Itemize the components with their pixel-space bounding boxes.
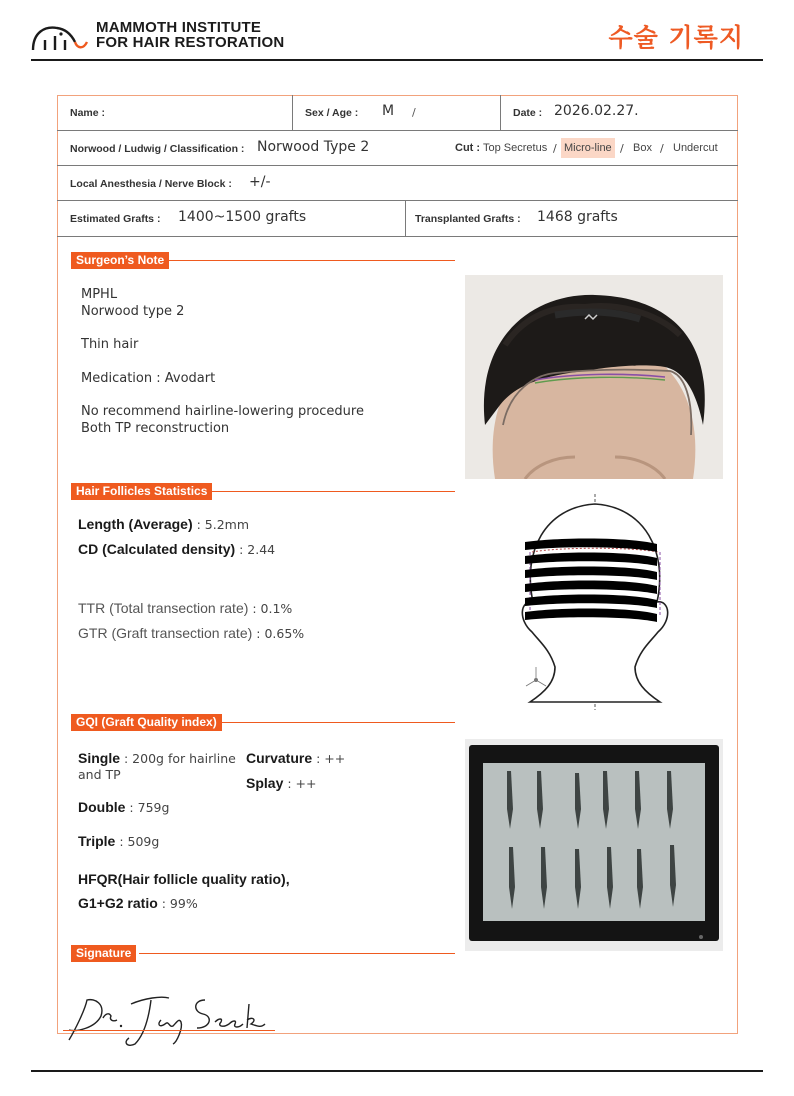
single-value: : 200g for hairline (120, 751, 236, 766)
gtr-label: GTR (Graft transection rate) (78, 625, 253, 641)
cut-option-micro-line[interactable]: Micro-line (561, 138, 615, 158)
graft-monitor-photo (465, 739, 723, 951)
triple-label: Triple (78, 833, 116, 849)
header-divider (31, 59, 763, 61)
cut-separator: / (553, 142, 557, 155)
anesthesia-value[interactable]: +/- (249, 174, 271, 190)
splay-value: : ++ (283, 776, 317, 791)
section-rule (139, 953, 455, 954)
institute-name (96, 20, 284, 50)
info-row-classification (57, 131, 738, 166)
footer-divider (31, 1070, 763, 1072)
info-row-name (57, 95, 738, 131)
divider (292, 95, 293, 130)
cut-option-top-secretus[interactable]: Top Secretus (483, 142, 548, 154)
splay-label: Splay (246, 775, 284, 791)
surgeon-note-heading: Surgeon’s Note (71, 252, 169, 269)
name-label: Name : (70, 107, 106, 119)
head-diagram (500, 492, 690, 714)
section-rule (210, 491, 455, 492)
date-label: Date : (513, 107, 543, 119)
length-stat (78, 516, 249, 532)
divider (500, 95, 501, 130)
info-row-grafts (57, 201, 738, 237)
mammoth-logo-icon (31, 20, 89, 52)
cut-label: Cut : (455, 142, 481, 154)
classification-label: Norwood / Ludwig / Classification : (70, 143, 245, 155)
cd-label: CD (Calculated density) (78, 541, 236, 557)
document-title: 수술 기록지 (608, 23, 744, 52)
note-line: Thin hair (81, 337, 139, 352)
cut-separator: / (620, 142, 624, 155)
age-separator: / (412, 106, 416, 119)
curvature-value: : ++ (312, 751, 346, 766)
signature-heading: Signature (71, 945, 136, 962)
hfqr-stat (78, 871, 290, 887)
signature-line (63, 1030, 275, 1031)
g12-value: : 99% (157, 896, 198, 911)
divider (405, 201, 406, 236)
note-line: Medication : Avodart (81, 371, 216, 386)
transplanted-grafts-value[interactable]: 1468 grafts (537, 209, 618, 225)
sex-age-label: Sex / Age : (305, 107, 359, 119)
cd-value: : 2.44 (235, 542, 276, 557)
date-value[interactable]: 2026.02.27. (554, 103, 639, 119)
double-value: : 759g (125, 800, 170, 815)
ttr-label: TTR (Total transection rate) (78, 600, 249, 616)
handwritten-signature (65, 990, 275, 1050)
gtr-stat (78, 625, 304, 641)
single-stat (78, 750, 236, 766)
double-label: Double (78, 799, 126, 815)
cut-separator: / (660, 142, 664, 155)
g12-stat (78, 895, 198, 911)
double-stat (78, 799, 169, 815)
sex-value[interactable]: M (382, 103, 395, 119)
ttr-value: : 0.1% (248, 601, 293, 616)
estimated-grafts-value[interactable]: 1400~1500 grafts (178, 209, 307, 225)
cd-stat (78, 541, 275, 557)
cut-option-undercut[interactable]: Undercut (673, 142, 718, 154)
logo-line-2: FOR HAIR RESTORATION (96, 34, 285, 51)
length-label: Length (Average) (78, 516, 193, 532)
info-row-anesthesia (57, 166, 738, 201)
g12-label: G1+G2 ratio (78, 895, 158, 911)
section-rule (220, 722, 455, 723)
note-line: No recommend hairline-lowering procedure (81, 404, 364, 419)
classification-value[interactable]: Norwood Type 2 (257, 139, 370, 155)
patient-hairline-photo (465, 275, 723, 479)
gtr-value: : 0.65% (252, 626, 305, 641)
length-value: : 5.2mm (192, 517, 249, 532)
curvature-stat (246, 750, 345, 766)
cut-option-box[interactable]: Box (633, 142, 652, 154)
triple-stat (78, 833, 159, 849)
hfqr-label: HFQR(Hair follicle quality ratio), (78, 871, 290, 887)
splay-stat (246, 775, 316, 791)
anesthesia-label: Local Anesthesia / Nerve Block : (70, 178, 232, 190)
follicle-stats-heading: Hair Follicles Statistics (71, 483, 212, 500)
section-rule (165, 260, 455, 261)
note-line: MPHL (81, 287, 118, 302)
transplanted-grafts-label: Transplanted Grafts : (415, 213, 521, 225)
logo-line-1: MAMMOTH INSTITUTE (96, 19, 262, 36)
curvature-label: Curvature (246, 750, 313, 766)
triple-value: : 509g (115, 834, 160, 849)
single-stat-cont: and TP (78, 767, 121, 782)
ttr-stat (78, 600, 292, 616)
gqi-heading: GQI (Graft Quality index) (71, 714, 222, 731)
estimated-grafts-label: Estimated Grafts : (70, 213, 161, 225)
note-line: Norwood type 2 (81, 304, 185, 319)
single-label: Single (78, 750, 121, 766)
note-line: Both TP reconstruction (81, 421, 230, 436)
